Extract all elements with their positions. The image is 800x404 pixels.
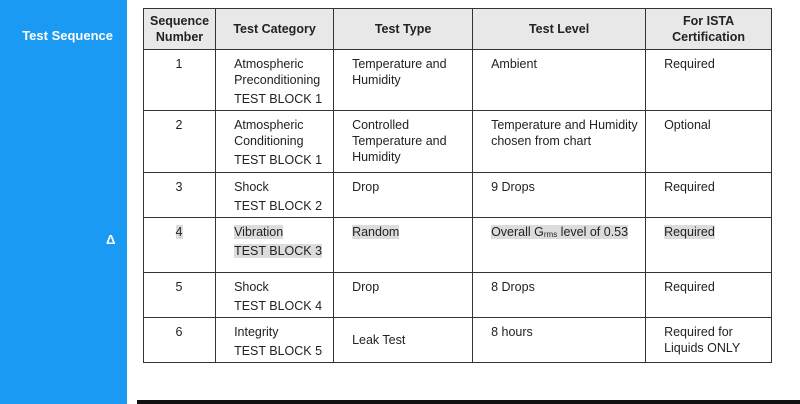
test-level: 8 Drops [473, 273, 646, 318]
test-level: Temperature and Humidity chosen from chart [473, 111, 646, 173]
test-category [216, 173, 334, 218]
sequence-number: 3 [144, 173, 216, 218]
ista-certification: Required [646, 273, 772, 318]
test-level [473, 218, 646, 273]
test-level: 9 Drops [473, 173, 646, 218]
ista-certification: Required [646, 50, 772, 111]
test-category [216, 50, 334, 111]
table-row [144, 173, 772, 218]
category-name: Integrity [234, 325, 279, 339]
test-type-text: Random [352, 225, 400, 239]
test-sequence-table [143, 8, 772, 363]
level-suffix: level of 0.53 [557, 225, 629, 239]
level-subscript: rms [543, 230, 558, 239]
test-block: TEST BLOCK 5 [234, 344, 323, 358]
test-block: TEST BLOCK 3 [234, 244, 323, 258]
header-test-level: Test Level [473, 9, 646, 50]
test-level: Ambient [473, 50, 646, 111]
sidebar-title: Test Sequence [22, 28, 113, 43]
header-test-type: Test Type [334, 9, 473, 50]
sidebar [0, 0, 127, 404]
header-test-category: Test Category [216, 9, 334, 50]
table-header-row [144, 9, 772, 50]
sequence-number-text: 4 [175, 225, 183, 239]
header-ista-certification: For ISTA Certification [646, 9, 772, 50]
level-prefix: Overall G [491, 225, 544, 239]
test-type [334, 218, 473, 273]
test-level-text [491, 225, 628, 239]
delta-marker: Δ [106, 232, 116, 247]
ista-certification: Optional [646, 111, 772, 173]
category-name: Shock [234, 280, 269, 294]
table-row [144, 318, 772, 363]
header-sequence-number: Sequence Number [144, 9, 216, 50]
category-name: Vibration [234, 225, 284, 239]
table-row [144, 273, 772, 318]
category-name: Atmospheric Preconditioning [234, 57, 321, 87]
table-row [144, 50, 772, 111]
table-row-highlighted [144, 218, 772, 273]
sequence-number: 6 [144, 318, 216, 363]
sequence-number: 5 [144, 273, 216, 318]
test-block: TEST BLOCK 1 [234, 153, 323, 167]
test-category [216, 218, 334, 273]
ista-certification: Required for Liquids ONLY [646, 318, 772, 363]
test-type: Drop [334, 273, 473, 318]
test-block: TEST BLOCK 1 [234, 92, 323, 106]
table-row [144, 111, 772, 173]
sequence-number [144, 218, 216, 273]
test-type: Leak Test [334, 318, 473, 363]
test-block-wrap [234, 243, 326, 259]
test-category [216, 111, 334, 173]
category-name: Atmospheric Conditioning [234, 118, 304, 148]
test-type: Temperature and Humidity [334, 50, 473, 111]
ista-certification [646, 218, 772, 273]
test-block: TEST BLOCK 2 [234, 199, 323, 213]
ista-certification: Required [646, 173, 772, 218]
sequence-number: 2 [144, 111, 216, 173]
sequence-number: 1 [144, 50, 216, 111]
test-block: TEST BLOCK 4 [234, 299, 323, 313]
test-category [216, 318, 334, 363]
bottom-divider [137, 400, 800, 404]
category-name: Shock [234, 180, 269, 194]
test-type: Drop [334, 173, 473, 218]
certification-text: Required [664, 225, 715, 239]
test-level: 8 hours [473, 318, 646, 363]
test-category [216, 273, 334, 318]
test-type: Controlled Temperature and Humidity [334, 111, 473, 173]
